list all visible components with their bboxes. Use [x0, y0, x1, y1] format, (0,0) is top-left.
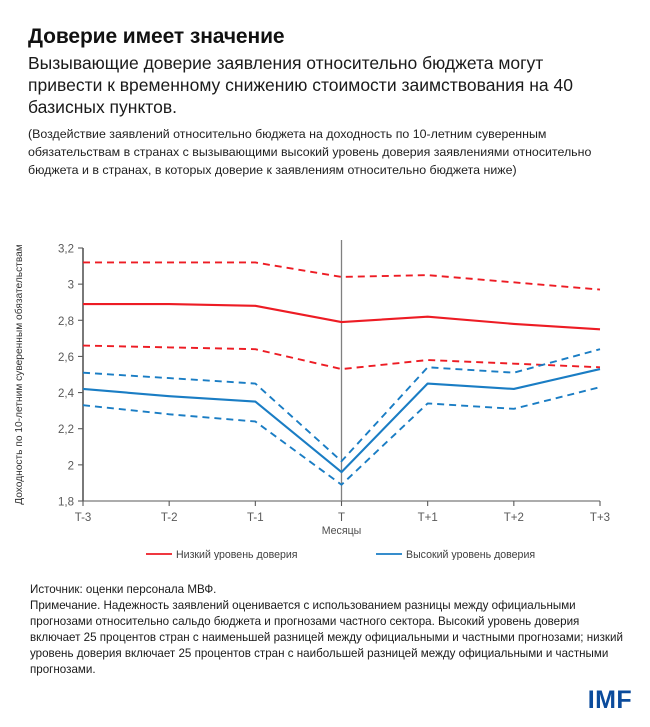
page-subtitle: Вызывающие доверие заявления относительно бюджета могут привести к временному снижению стоимости заимствования на 40 базисных пунктов.	[28, 52, 573, 118]
x-axis-tick-label: T+2	[503, 512, 524, 524]
page-title: Доверие имеет значение	[28, 25, 285, 48]
y-axis-tick-label: 1,8	[58, 496, 74, 509]
imf-logo: IMF	[587, 686, 632, 714]
y-axis-tick-label: 2	[67, 460, 74, 473]
y-axis-tick-label: 2,6	[58, 351, 74, 364]
note-line: Примечание. Надежность заявлений оценивается с использованием разницы между официальными прогнозами относительно сальдо бюджета и прогнозами частного сектора. Высокий уровень доверия включает 25 процентов стран с наименьшей разницей между официальными и частными прогнозами; низкий уровень доверия включает 25 процентов стран с наибольшей разницей между официальными и частными прогнозами.	[30, 598, 623, 676]
x-axis-tick-label: T-1	[247, 512, 264, 524]
x-axis-tick-label: T-2	[160, 512, 178, 524]
x-axis-title: Месяцы	[321, 525, 362, 537]
chart-container	[0, 228, 650, 560]
x-axis-tick-label: T	[337, 512, 346, 524]
x-axis-tick-label: T+3	[589, 512, 611, 524]
legend-item	[376, 549, 535, 560]
y-axis-tick-label: 3,2	[58, 243, 74, 256]
x-axis-tick-label: T+1	[417, 512, 438, 524]
chart-notes	[30, 582, 630, 678]
page-parenthetical-description: (Воздействие заявлений относительно бюджета на доходность по 10-летним суверенным обязательствам в странах с вызывающими высокий уровень доверия заявлениями относительно бюджета и в странах, в которых доверие к заявлениям относительно бюджета ниже)	[28, 126, 592, 177]
y-axis-tick-label: 2,8	[58, 315, 74, 328]
y-axis-tick-label: 2,4	[58, 388, 74, 401]
line-chart	[0, 228, 650, 560]
source-line: Источник: оценки персонала МВФ.	[30, 583, 217, 596]
legend-label: Высокий уровень доверия	[406, 549, 536, 560]
x-axis-tick-label: T-3	[74, 512, 92, 524]
header-block	[28, 24, 628, 180]
legend-item	[146, 549, 298, 560]
y-axis-title: Доходность по 10-летним суверенным обязательствам	[14, 244, 25, 505]
y-axis-tick-label: 3	[67, 279, 74, 292]
legend-label: Низкий уровень доверия	[176, 549, 298, 560]
y-axis-tick-label: 2,2	[58, 424, 74, 437]
